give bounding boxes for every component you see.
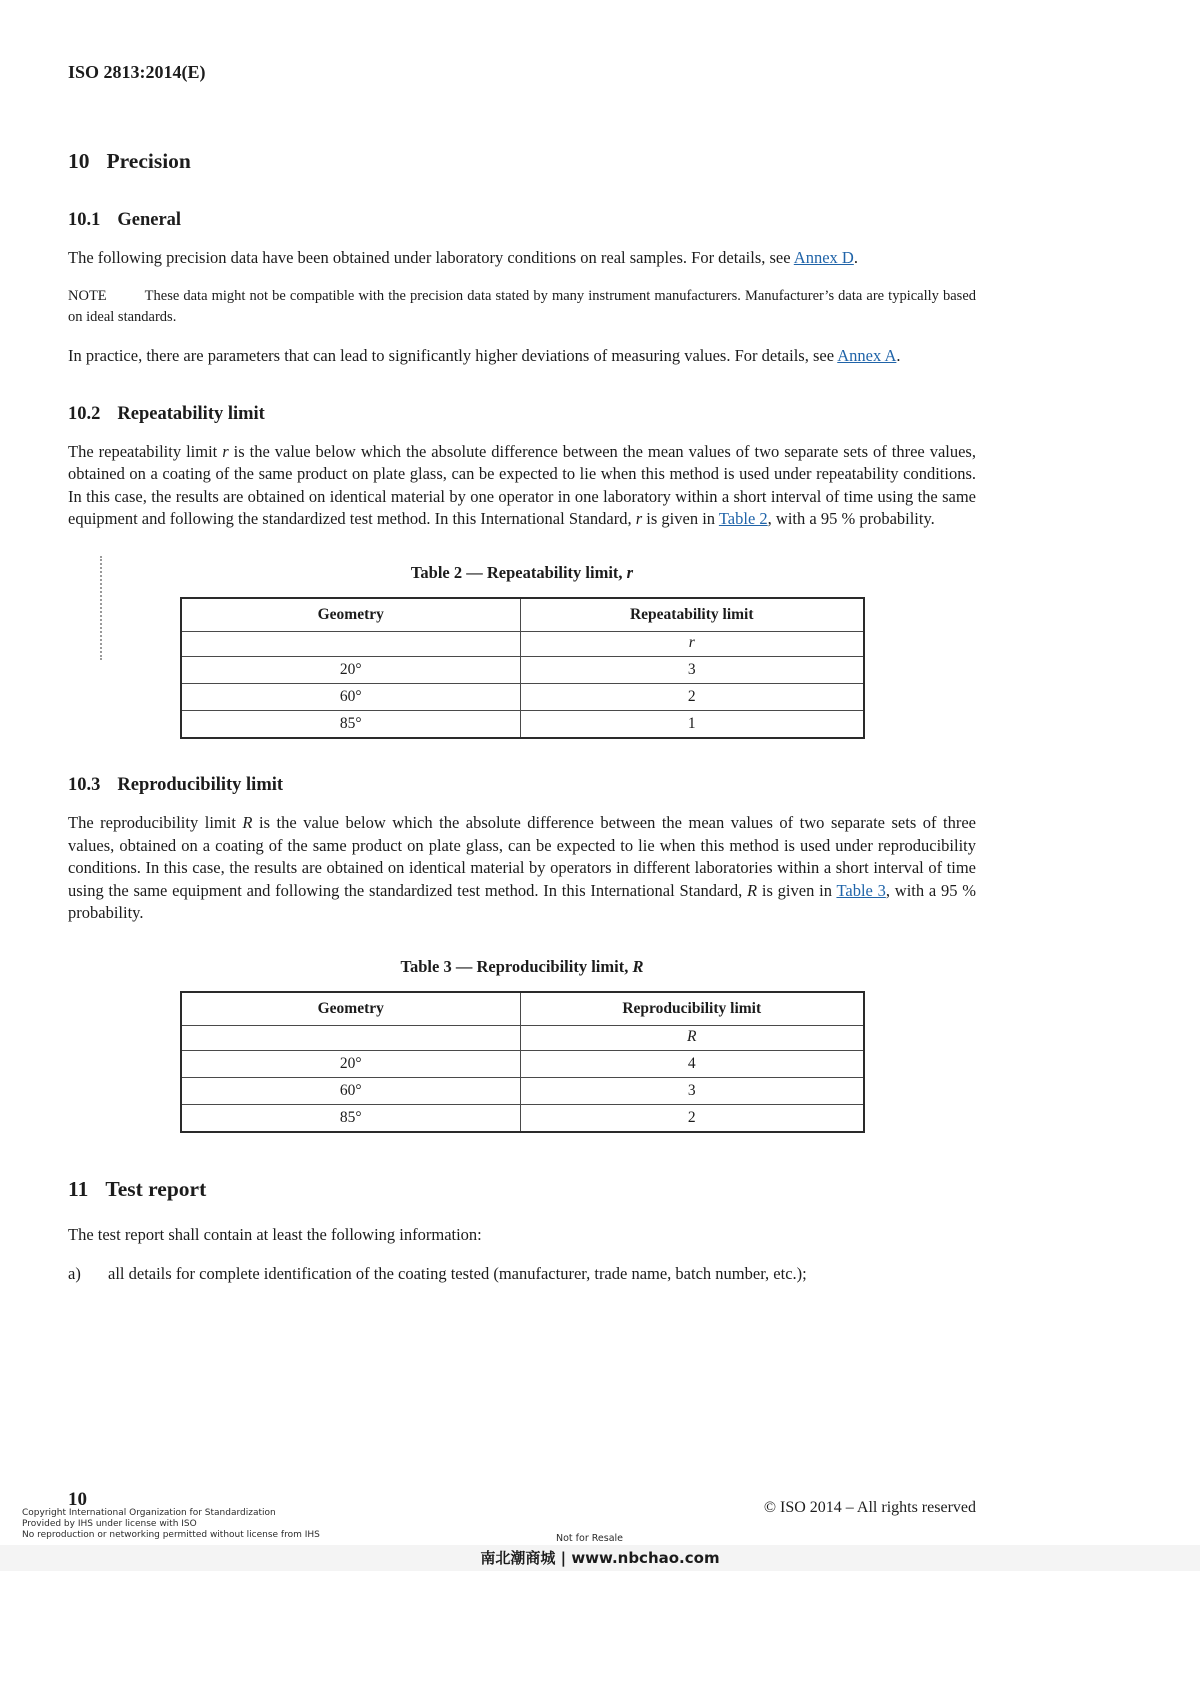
section-number: 10.1 xyxy=(68,210,101,230)
not-for-resale-label: Not for Resale xyxy=(556,1533,624,1544)
table-row xyxy=(181,1105,864,1133)
caption-symbol: r xyxy=(626,563,634,583)
license-notices xyxy=(22,1508,320,1540)
page-number: 10 xyxy=(68,1489,87,1510)
geometry-cell: 85° xyxy=(181,711,521,739)
section-11-heading xyxy=(68,1177,976,1202)
column-header-geometry: Geometry xyxy=(181,992,521,1026)
caption-symbol: R xyxy=(632,957,644,977)
paragraph-text: The repeatability limit xyxy=(68,441,223,461)
section-number: 10.2 xyxy=(68,403,101,424)
paragraph-reproducibility xyxy=(68,812,976,925)
paragraph-text: is the value below which the absolute difference between the mean values of two separate sets of three values, obtained on a coating of the same product on plate glass, can be expected to lie when this method is used under repeatability conditions. In this case, the results are obtained on identical material by one operator in one laboratory within a short interval of time using the same equipment and following the standardized test method. In this International Standard, xyxy=(68,441,976,529)
section-title: Reproducibility limit xyxy=(117,775,284,796)
value-cell: 1 xyxy=(521,711,864,739)
value-cell: 2 xyxy=(521,684,864,711)
symbol-R: R xyxy=(242,813,253,833)
table-2-repeatability xyxy=(180,597,865,739)
paragraph-text: The reproducibility limit xyxy=(68,813,243,833)
table-subheader-row xyxy=(181,632,864,657)
table-2-caption xyxy=(68,563,976,583)
value-cell: 3 xyxy=(521,1078,864,1105)
table-row xyxy=(181,657,864,684)
license-notice-line: No reproduction or networking permitted without license from IHS xyxy=(22,1529,320,1540)
paragraph-text: In practice, there are parameters that can lead to significantly higher deviations of measuring values. For details, see xyxy=(68,346,838,366)
paragraph-text: , with a 95 % probability. xyxy=(68,880,977,923)
copyright-notice: © ISO 2014 – All rights reserved xyxy=(763,1499,976,1516)
paragraph-text: , with a 95 % probability. xyxy=(767,509,935,529)
note-label: NOTE xyxy=(68,287,107,304)
table-3-reproducibility xyxy=(180,991,865,1133)
paragraph-text: . xyxy=(853,248,858,267)
symbol-R: R xyxy=(747,880,758,900)
column-header-geometry: Geometry xyxy=(181,598,521,632)
column-header-repeatability-limit: Repeatability limit xyxy=(521,598,864,632)
symbol-r: r xyxy=(222,441,229,461)
paragraph-text: . xyxy=(896,346,901,366)
symbol-r: r xyxy=(635,509,643,529)
symbol-subheader: r xyxy=(521,632,864,657)
section-title: General xyxy=(117,210,182,230)
annex-d-link[interactable]: Annex D xyxy=(793,248,854,267)
geometry-cell: 60° xyxy=(181,1078,521,1105)
geometry-cell: 20° xyxy=(181,1051,521,1078)
section-title: Repeatability limit xyxy=(117,403,265,424)
paragraph-text: The following precision data have been obtained under laboratory conditions on real samples. For details, see xyxy=(68,248,794,267)
license-notice-line: Provided by IHS under license with ISO xyxy=(22,1518,197,1529)
section-number: 10 xyxy=(68,149,90,173)
symbol-subheader: R xyxy=(521,1026,864,1051)
section-title: Precision xyxy=(106,149,191,173)
section-title: Test report xyxy=(105,1177,207,1202)
table-row xyxy=(181,1078,864,1105)
document-id-header: ISO 2813:2014(E) xyxy=(68,62,206,82)
table-header-row xyxy=(181,992,864,1026)
caption-text: Table 3 — Reproducibility limit, xyxy=(400,957,633,977)
license-notice-line: Copyright International Organization for Standardization xyxy=(22,1508,276,1518)
paragraph-test-report: The test report shall contain at least the following information: xyxy=(68,1225,482,1245)
section-10-heading xyxy=(68,149,976,174)
empty-cell xyxy=(181,632,521,657)
section-10-1-heading xyxy=(68,210,976,231)
note-paragraph xyxy=(68,286,976,330)
geometry-cell: 60° xyxy=(181,684,521,711)
watermark: 南北潮商城 | www.nbchao.com xyxy=(0,1545,1200,1571)
table-3-caption xyxy=(68,957,976,977)
table-row xyxy=(181,1051,864,1078)
table-2-link[interactable]: Table 2 xyxy=(718,509,768,529)
paragraph-general-1 xyxy=(68,247,976,270)
table-subheader-row xyxy=(181,1026,864,1051)
paragraph-text: is given in xyxy=(757,880,837,900)
value-cell: 4 xyxy=(521,1051,864,1078)
list-item-a xyxy=(68,1263,976,1286)
section-number: 10.3 xyxy=(68,775,101,796)
geometry-cell: 20° xyxy=(181,657,521,684)
empty-cell xyxy=(181,1026,521,1051)
paragraph-text: is the value below which the absolute difference between the mean values of two separate sets of three values, obtained on a coating of the same product on plate glass, can be expected to lie when this method is used under reproducibility conditions. In this case, the results are obtained on identical material by operators in different laboratories within a short interval of time using the same equipment and following the standardized test method. In this International Standard, xyxy=(68,813,976,900)
geometry-cell: 85° xyxy=(181,1105,521,1133)
caption-text: Table 2 — Repeatability limit, xyxy=(410,563,627,583)
section-number: 11 xyxy=(68,1177,89,1202)
section-10-2-heading xyxy=(68,404,976,425)
list-item-text: all details for complete identification of the coating tested (manufacturer, trade name, batch number, etc.); xyxy=(108,1263,807,1283)
table-row xyxy=(181,684,864,711)
table-3-link[interactable]: Table 3 xyxy=(836,880,886,900)
paragraph-text: is given in xyxy=(642,509,719,529)
table-row xyxy=(181,711,864,739)
value-cell: 3 xyxy=(521,657,864,684)
value-cell: 2 xyxy=(521,1105,864,1133)
paragraph-general-2 xyxy=(68,345,976,368)
section-10-3-heading xyxy=(68,775,976,796)
page-content xyxy=(68,0,976,1301)
list-marker: a) xyxy=(68,1263,81,1283)
table-header-row xyxy=(181,598,864,632)
note-text: These data might not be compatible with the precision data stated by many instrument manufacturers. Manufacturer’s data are typically based on ideal standards. xyxy=(68,287,976,326)
column-header-reproducibility-limit: Reproducibility limit xyxy=(521,992,864,1026)
paragraph-repeatability xyxy=(68,441,976,531)
annex-a-link[interactable]: Annex A xyxy=(837,346,897,366)
